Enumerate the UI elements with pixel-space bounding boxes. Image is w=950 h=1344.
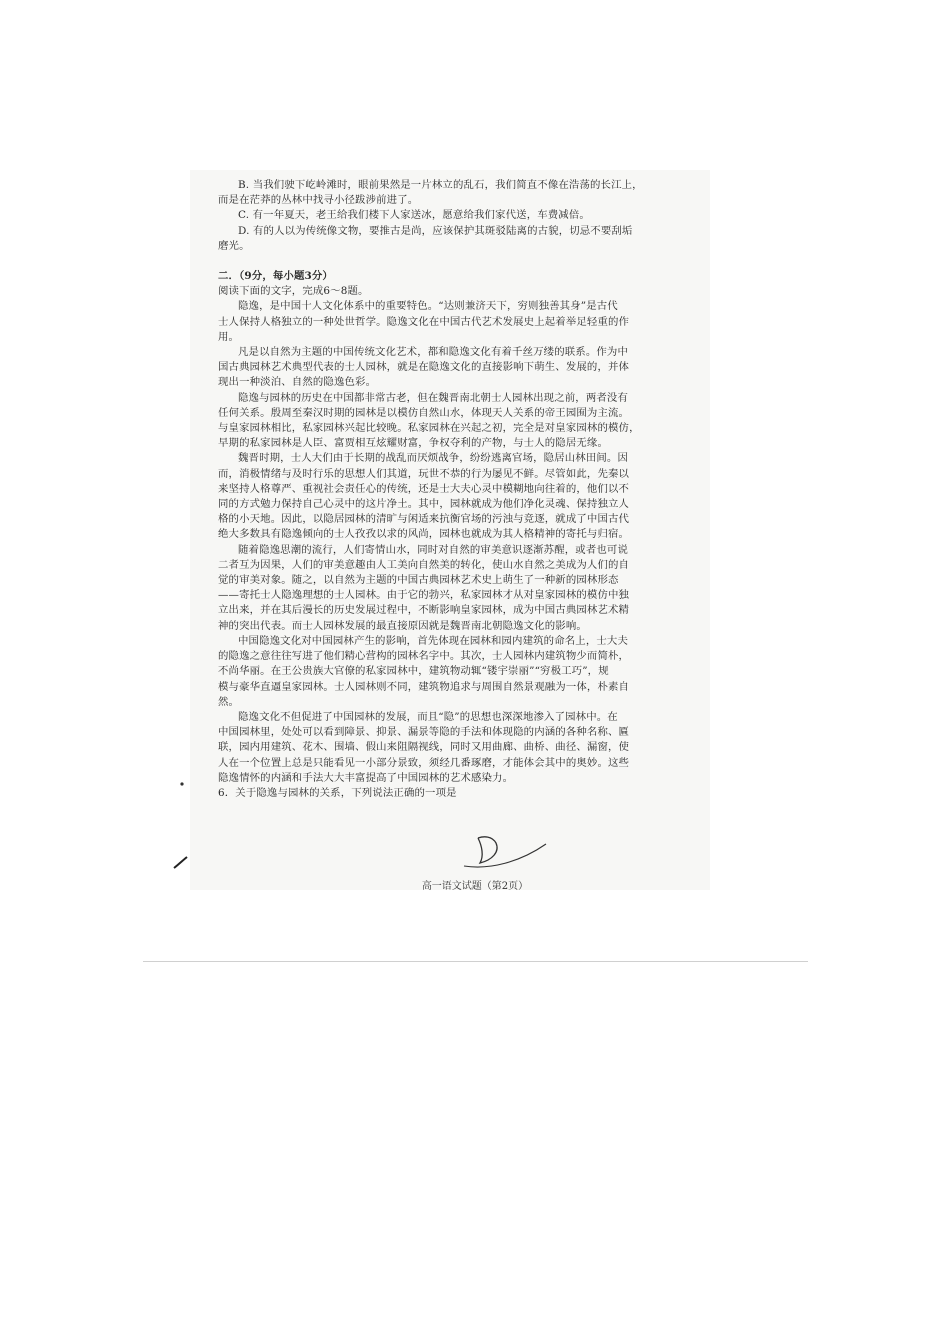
passage-line: 同的方式勉力保持自己心灵中的这片净土。其中，园林就成为他们净化灵魂、保持独立人 xyxy=(218,498,630,511)
passage-line: 隐逸，是中国十人文化体系中的重要特色。“达则兼济天下，穷则独善其身”是古代 xyxy=(238,300,618,313)
passage-line: 魏晋时期，士人大们由于长期的战乱而厌烦战争，纷纷逃离官场，隐居山林田间。因 xyxy=(238,452,628,465)
dot-mark xyxy=(178,780,186,788)
exam-text xyxy=(218,178,686,801)
passage-line: 凡是以自然为主题的中国传统文化艺术，都和隐逸文化有着千丝万缕的联系。作为中 xyxy=(238,346,628,359)
passage-line: 人在一个位置上总是只能看见一小部分景致，须经几番琢磨，才能体会其中的奥妙。这些 xyxy=(218,756,630,769)
passage-line: 与皇家园林相比，私家园林兴起比较晚。私家园林在兴起之初，完全是对皇家园林的模仿， xyxy=(218,422,640,435)
passage-line: 国古典园林艺术典型代表的士人园林，就是在隐逸文化的直接影响下萌生、发展的，并体 xyxy=(218,361,630,374)
passage-line: 神的突出代表。而士人园林发展的最直接原因就是魏晋南北朝隐逸文化的影响。 xyxy=(218,619,587,632)
page-separator xyxy=(143,961,808,962)
passage-paragraph-7 xyxy=(218,710,686,786)
passage-line: 然。 xyxy=(218,695,240,708)
passage-line: 绝大多数具有隐逸倾向的士人孜孜以求的风尚，园林也就成为其人格精神的寄托与归宿。 xyxy=(218,528,630,541)
option-c-line-1: C. 有一年夏天，老王给我们楼下人家送冰，愿意给我们家代送，车费减倍。 xyxy=(238,209,590,222)
passage-line: 格的小天地。因此，以隐居园林的清旷与闲适来抗衡官场的污浊与竞逐，就成了中国古代 xyxy=(218,513,630,526)
passage-paragraph-2 xyxy=(218,345,686,391)
passage-line: 隐逸与园林的历史在中国都非常古老，但在魏晋南北朝士人园林出现之前，两者没有 xyxy=(238,391,628,404)
passage-line: 立出来，并在其后漫长的历史发展过程中，不断影响皇家园林，成为中国古典园林艺术精 xyxy=(218,604,630,617)
passage-line: 而，消极情绪与及时行乐的思想人们其道，玩世不恭的行为屡见不鲜。尽管如此，先秦以 xyxy=(218,467,630,480)
option-d-line-1: D. 有的人以为传统像文物，要推古是尚，应该保护其斑驳陆离的古貌，切忌不要刮垢 xyxy=(238,224,633,237)
option-d-line-2: 磨光。 xyxy=(218,239,250,252)
passage-line: 联，园内用建筑、花木、围墙、假山来阻隔视线，同时又用曲廊、曲桥、曲径、漏窗，使 xyxy=(218,741,630,754)
passage-line: 现出一种淡泊、自然的隐逸色彩。 xyxy=(218,376,377,389)
passage-line: 中国园林里，处处可以看到障景、抑景、漏景等隐的手法和体现隐的内涵的各种名称、匾 xyxy=(218,726,630,739)
option-b-line-1: B. 当我们驶下屹岭滩时，眼前果然是一片林立的乱石，我们简直不像在浩荡的长江上， xyxy=(238,179,643,191)
passage-line: 来坚持人格尊严、重视社会责任心的传统，还是士大夫心灵中模糊地向往着的，他们以不 xyxy=(218,482,630,495)
passage-line: 隐逸文化不但促进了中国园林的发展，而且“隐”的思想也深深地渗入了园林中。在 xyxy=(238,710,618,723)
passage-line: 模与豪华直逼皇家园林。士人园林则不同，建筑物追求与周围自然景观融为一体，朴素自 xyxy=(218,680,630,693)
passage-paragraph-5 xyxy=(218,543,686,634)
passage-line: 隐逸情怀的内涵和手法大大丰富提高了中国园林的艺术感染力。 xyxy=(218,771,514,784)
section-heading: 二．（9分，每小题3分） xyxy=(218,270,333,283)
passage-paragraph-6 xyxy=(218,634,686,710)
passage-line: 用。 xyxy=(218,330,240,343)
passage-line: 觉的审美对象。随之，以自然为主题的中国古典园林艺术史上萌生了一种新的园林形态 xyxy=(218,574,619,587)
option-b-line-2: 而是在茫莽的丛林中找寻小径跋涉前进了。 xyxy=(218,194,419,207)
passage-paragraph-4 xyxy=(218,451,686,542)
passage-line: 二者互为因果，人们的审美意趣由人工美向自然美的转化，使山水自然之美成为人们的自 xyxy=(218,558,630,571)
passage-line: 随着隐逸思潮的流行，人们寄情山水，同时对自然的审美意识逐渐苏醒，或者也可说 xyxy=(238,543,628,556)
passage-line: 早期的私家园林是人臣、富贾相互炫耀财富，争权夺利的产物，与士人的隐居无缘。 xyxy=(218,437,608,450)
passage-line: 不尚华丽。在王公贵族大官僚的私家园林中，建筑物动辄“镂宇崇丽”“穷极工巧”，规 xyxy=(218,665,609,678)
pen-mark xyxy=(172,852,192,872)
passage-line: 任何关系。殷周至秦汉时期的园林是以模仿自然山水，体现天人关系的帝王园囿为主流。 xyxy=(218,406,630,419)
passage-line: ——寄托士人隐逸理想的士人园林。由于它的勃兴，私家园林才从对皇家园林的模仿中独 xyxy=(218,589,630,602)
passage-line: 士人保持人格独立的一种处世哲学。隐逸文化在中国古代艺术发展史上起着举足轻重的作 xyxy=(218,315,630,328)
passage-line: 的隐逸之意往往写进了他们精心营构的园林名字中。其次，士人园林内建筑物少而简朴， xyxy=(218,650,630,663)
passage-paragraph-1 xyxy=(218,299,686,345)
page-footer: 高一语文试题（第2页） xyxy=(421,881,529,892)
passage-paragraph-3 xyxy=(218,391,686,452)
section-instruction: 阅读下面的文字，完成6～8题。 xyxy=(218,285,369,298)
passage-line: 中国隐逸文化对中国园林产生的影响，首先体现在园林和园内建筑的命名上，士大夫 xyxy=(238,634,628,647)
handwritten-mark-d xyxy=(460,830,550,870)
question-6: 6．关于隐逸与园林的关系，下列说法正确的一项是 xyxy=(218,786,457,799)
